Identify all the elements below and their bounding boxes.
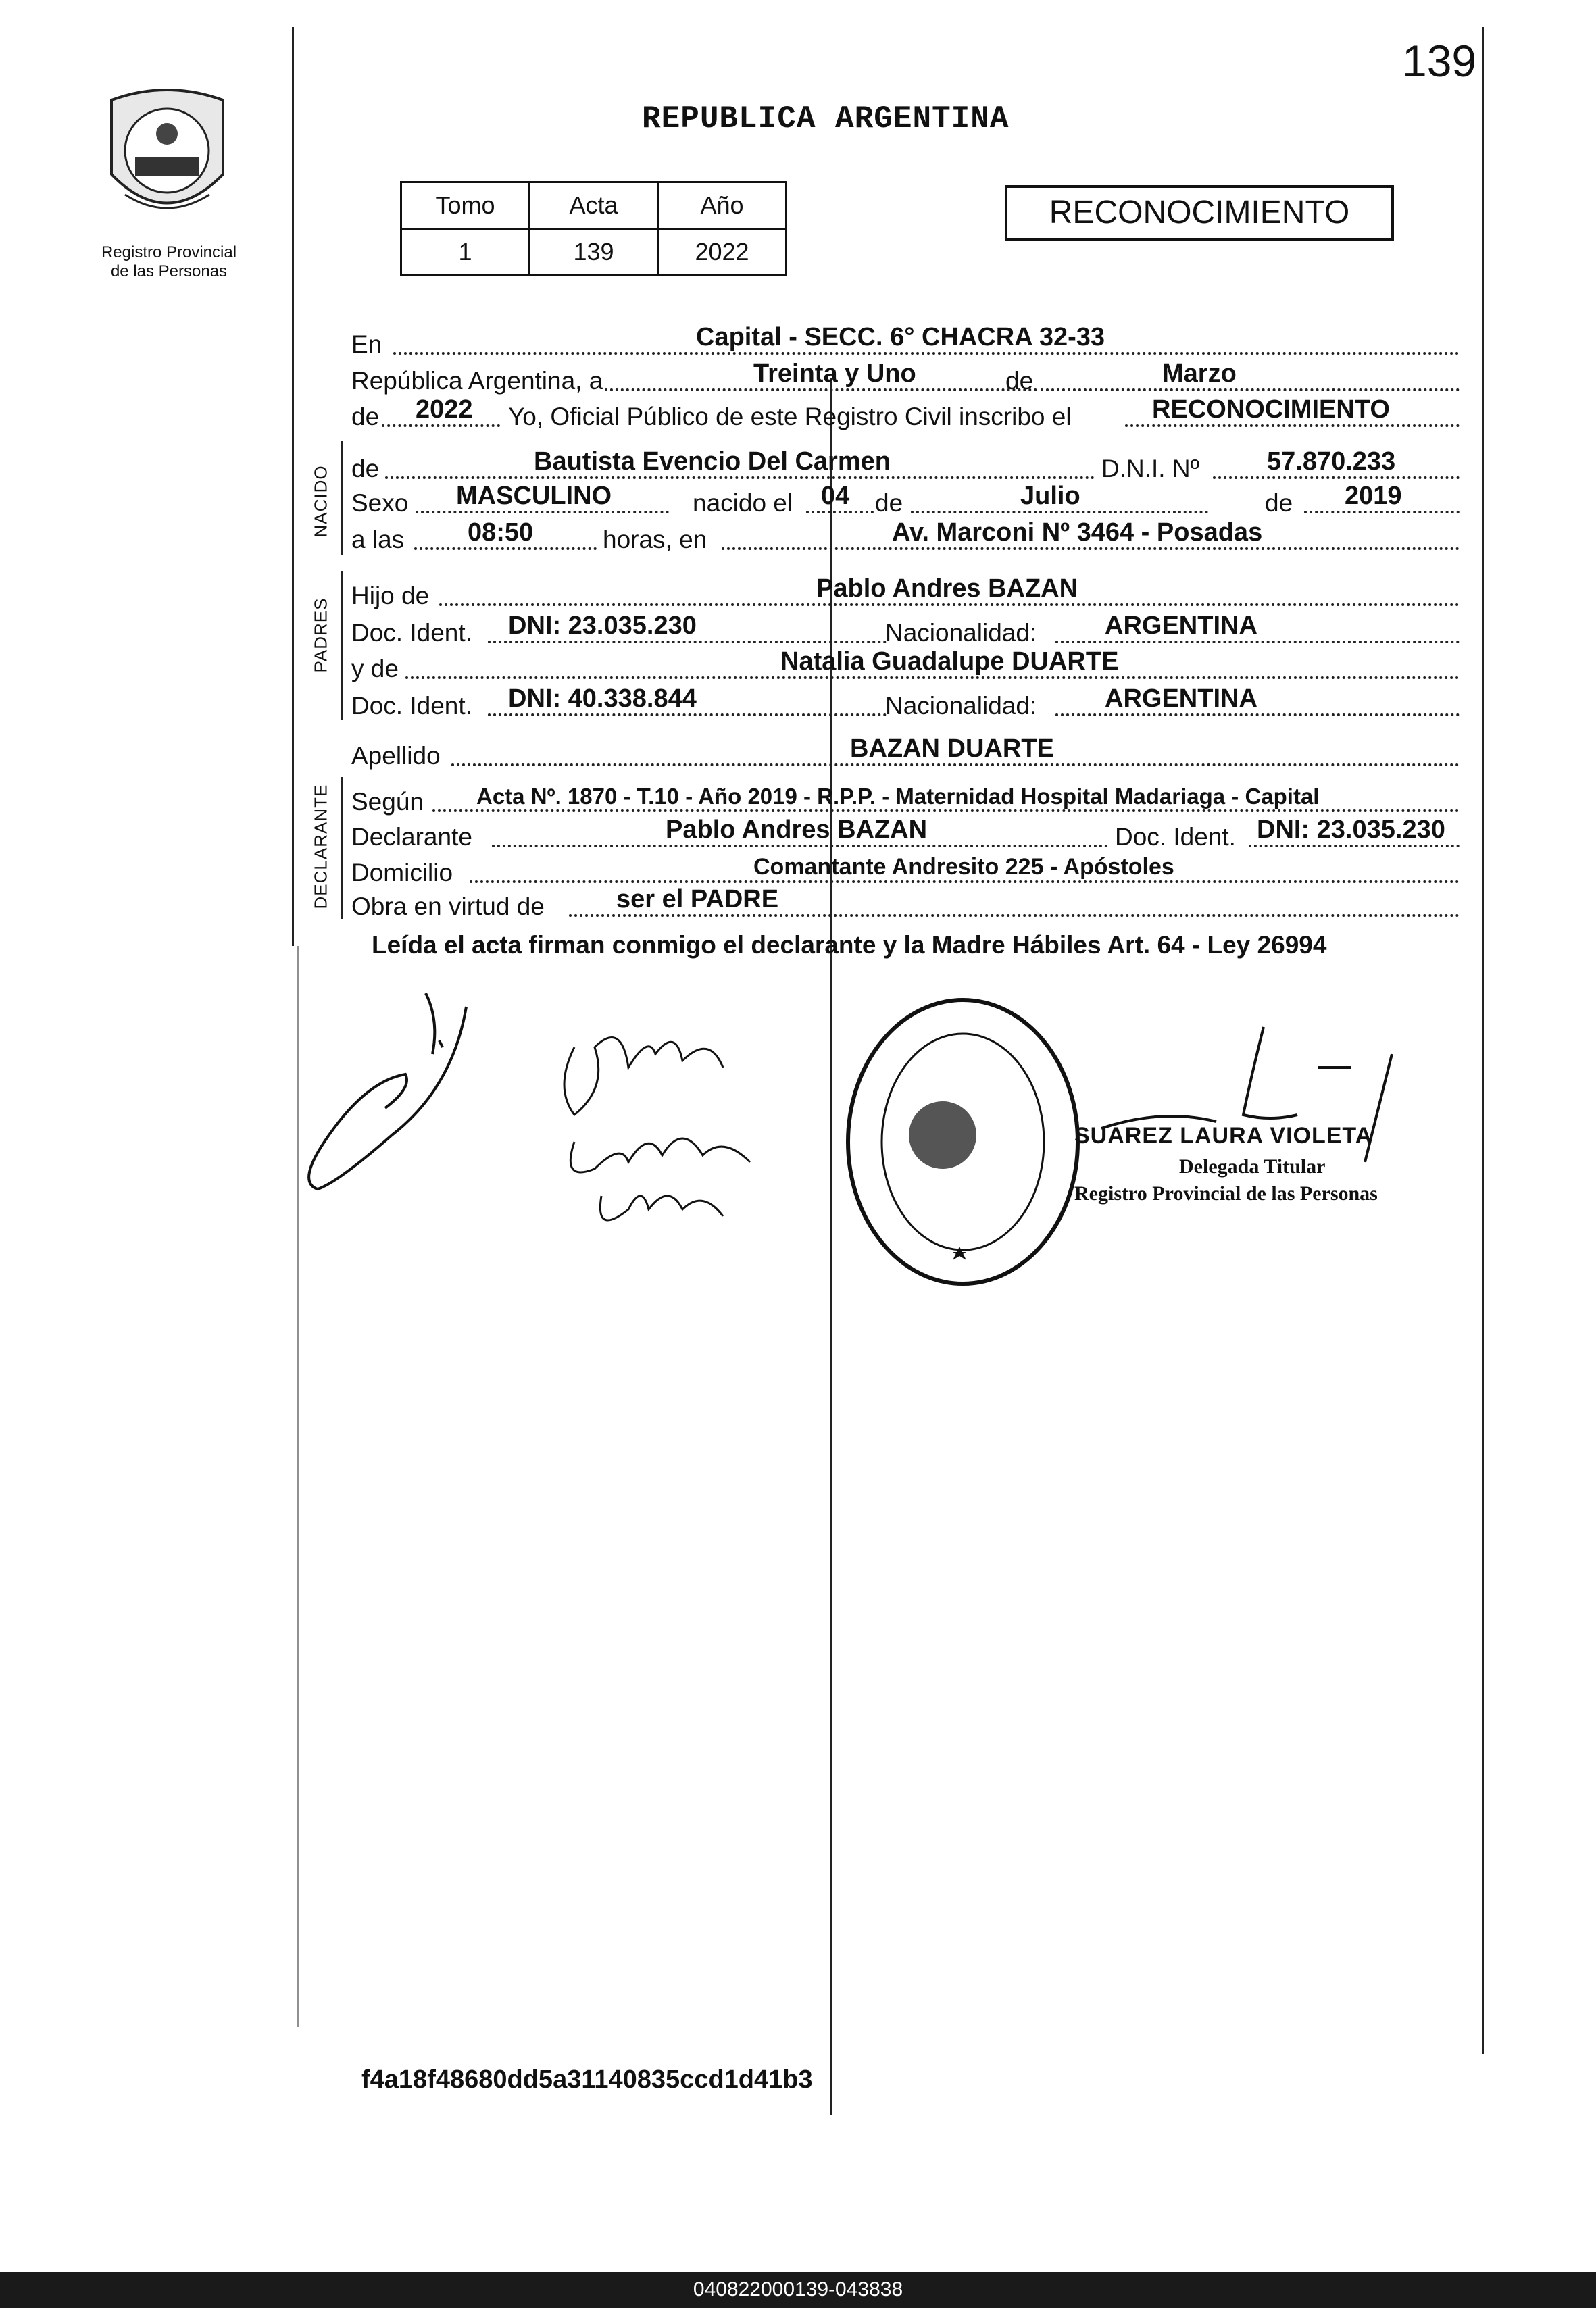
dotted-line xyxy=(451,763,1460,766)
dotted-line xyxy=(1304,511,1460,513)
row-declarante xyxy=(351,816,1460,853)
row-en xyxy=(351,323,1460,360)
dotted-line xyxy=(806,511,874,513)
declarante-bracket xyxy=(341,777,343,919)
official-role: Delegada Titular xyxy=(1179,1155,1326,1178)
label-sexo: Sexo xyxy=(351,489,409,517)
padres-section-label: PADRES xyxy=(310,597,331,673)
row-madre-doc xyxy=(351,684,1460,722)
dotted-line xyxy=(492,845,1108,847)
row-anio xyxy=(351,395,1460,432)
row-padre xyxy=(351,574,1460,611)
value-declarante-doc: DNI: 23.035.230 xyxy=(1257,816,1445,844)
left-margin-rule xyxy=(292,27,294,946)
label-de-nombre: de xyxy=(351,455,380,482)
label-de-anio: de xyxy=(351,403,380,430)
label-horas-en: horas, en xyxy=(603,526,707,553)
footer-barcode-id: 040822000139-043838 xyxy=(0,2272,1596,2308)
dotted-line xyxy=(1055,641,1460,643)
label-y-de: y de xyxy=(351,655,399,682)
row-nombre xyxy=(351,447,1460,484)
dotted-line xyxy=(569,914,1460,917)
acta-header: Acta xyxy=(530,182,658,229)
value-apellido: BAZAN DUARTE xyxy=(850,734,1054,763)
dotted-line xyxy=(1125,424,1460,427)
document-title: REPUBLICA ARGENTINA xyxy=(642,101,1009,136)
page-number: 139 xyxy=(1402,36,1477,86)
dotted-line xyxy=(393,352,1460,355)
dotted-line xyxy=(1055,713,1460,716)
row-madre xyxy=(351,647,1460,684)
row-apellido xyxy=(351,734,1460,772)
row-segun xyxy=(351,784,1460,818)
closing-statement: Leída el acta firman conmigo el declarante y la Madre Hábiles Art. 64 - Ley 26994 xyxy=(372,931,1327,959)
nacido-section-label: NACIDO xyxy=(310,465,331,538)
dotted-line xyxy=(488,713,887,716)
label-dni: D.N.I. Nº xyxy=(1101,455,1200,482)
value-madre-nac: ARGENTINA xyxy=(1105,684,1257,713)
value-dni: 57.870.233 xyxy=(1267,447,1396,476)
dotted-line xyxy=(385,476,1095,479)
official-name: SUAREZ LAURA VIOLETA xyxy=(1074,1123,1373,1149)
label-domicilio: Domicilio xyxy=(351,859,453,886)
label-yo: Yo, Oficial Público de este Registro Civil inscribo el xyxy=(508,403,1072,430)
document-hash: f4a18f48680dd5a31140835ccd1d41b3 xyxy=(361,2065,813,2094)
value-padre-nac: ARGENTINA xyxy=(1105,611,1257,640)
right-margin-rule xyxy=(1482,27,1484,2054)
misiones-seal-logo xyxy=(105,86,230,232)
dotted-line xyxy=(1041,388,1460,391)
mother-signature xyxy=(547,1007,858,1236)
dotted-line xyxy=(605,388,1037,391)
value-nombre: Bautista Evencio Del Carmen xyxy=(534,447,891,476)
dotted-line xyxy=(1213,476,1460,479)
value-declarante: Pablo Andres BAZAN xyxy=(666,816,928,844)
dotted-line xyxy=(382,424,500,427)
registry-stamp-seal xyxy=(834,990,1091,1294)
label-hijo-de: Hijo de xyxy=(351,582,430,609)
tomo-value: 1 xyxy=(401,229,530,276)
value-nac-anio: 2019 xyxy=(1345,482,1402,510)
declarant-signature xyxy=(297,980,514,1209)
label-doc-ident2: Doc. Ident. xyxy=(351,692,472,720)
label-republica: República Argentina, a xyxy=(351,367,603,395)
value-mes: Marzo xyxy=(1162,359,1237,388)
row-republica xyxy=(351,359,1460,397)
value-dia: Treinta y Uno xyxy=(753,359,916,388)
anio-header: Año xyxy=(658,182,787,229)
value-lugar: Capital - SECC. 6° CHACRA 32-33 xyxy=(696,323,1105,351)
label-doc-ident3: Doc. Ident. xyxy=(1115,823,1236,851)
label-de: de xyxy=(1005,367,1034,395)
value-nac-mes: Julio xyxy=(1020,482,1080,510)
tomo-acta-anio-table xyxy=(400,181,787,276)
row-padre-doc xyxy=(351,611,1460,649)
label-obra: Obra en virtud de xyxy=(351,893,545,920)
dotted-line xyxy=(432,809,1460,812)
dotted-line xyxy=(722,547,1460,550)
label-declarante: Declarante xyxy=(351,823,472,851)
value-padre-doc: DNI: 23.035.230 xyxy=(508,611,697,640)
label-nacionalidad2: Nacionalidad: xyxy=(885,692,1037,720)
value-nac-dia: 04 xyxy=(821,482,850,510)
dotted-line xyxy=(414,547,597,550)
dotted-line xyxy=(911,511,1208,513)
label-en: En xyxy=(351,330,382,358)
label-apellido: Apellido xyxy=(351,742,441,770)
row-hora xyxy=(351,518,1460,555)
dotted-line xyxy=(470,880,1460,883)
acta-value: 139 xyxy=(530,229,658,276)
label-de3: de xyxy=(1265,489,1293,517)
record-type-box: RECONOCIMIENTO xyxy=(1005,185,1394,241)
nacido-bracket xyxy=(341,441,343,555)
row-obra xyxy=(351,885,1460,922)
value-padre: Pablo Andres BAZAN xyxy=(816,574,1078,603)
value-lugar-nac: Av. Marconi Nº 3464 - Posadas xyxy=(892,518,1263,547)
label-a-las: a las xyxy=(351,526,405,553)
tomo-header: Tomo xyxy=(401,182,530,229)
value-madre-doc: DNI: 40.338.844 xyxy=(508,684,697,713)
padres-bracket xyxy=(341,571,343,720)
value-tipo: RECONOCIMIENTO xyxy=(1152,395,1390,424)
dotted-line xyxy=(1249,845,1460,847)
row-domicilio xyxy=(351,855,1460,888)
dotted-line xyxy=(439,603,1460,606)
anio-value: 2022 xyxy=(658,229,787,276)
dotted-line xyxy=(488,641,887,643)
value-sexo: MASCULINO xyxy=(456,482,612,510)
value-anio: 2022 xyxy=(416,395,473,424)
label-nacido-el: nacido el xyxy=(693,489,793,517)
dotted-line xyxy=(416,511,669,513)
label-segun: Según xyxy=(351,788,424,816)
declarante-section-label: DECLARANTE xyxy=(310,784,331,909)
label-de2: de xyxy=(875,489,903,517)
value-madre: Natalia Guadalupe DUARTE xyxy=(780,647,1119,676)
value-hora: 08:50 xyxy=(468,518,534,547)
row-sexo xyxy=(351,482,1460,519)
label-nacionalidad: Nacionalidad: xyxy=(885,619,1037,647)
official-organization: Registro Provincial de las Personas xyxy=(1074,1182,1378,1205)
label-doc-ident: Doc. Ident. xyxy=(351,619,472,647)
value-domicilio: Comantante Andresito 225 - Apóstoles xyxy=(753,854,1174,880)
value-obra: ser el PADRE xyxy=(616,885,779,913)
value-segun: Acta Nº. 1870 - T.10 - Año 2019 - R.P.P. - Maternidad Hospital Madariaga - Capital xyxy=(476,784,1320,809)
dotted-line xyxy=(405,676,1460,679)
registry-caption: Registro Provincial de las Personas xyxy=(101,243,237,280)
